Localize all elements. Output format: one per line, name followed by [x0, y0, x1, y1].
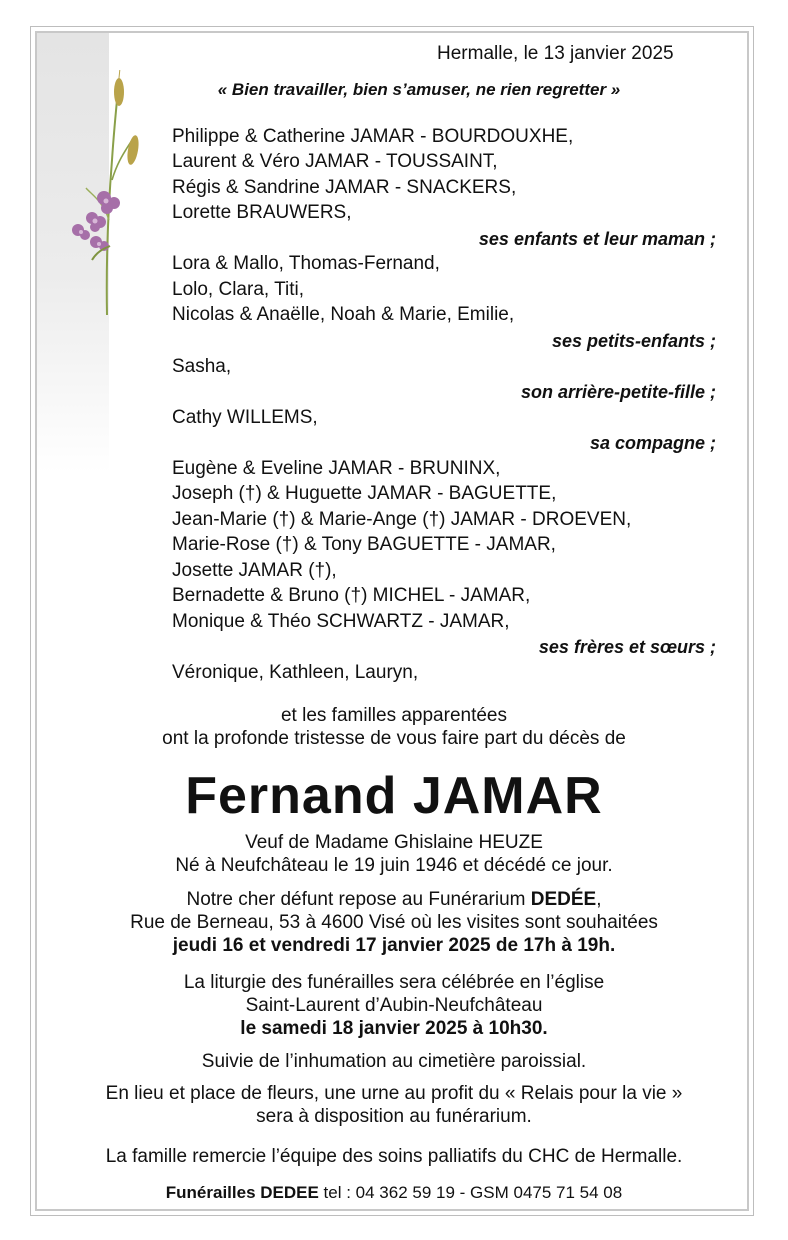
family-member-line: Josette JAMAR (†),	[172, 560, 337, 581]
relation-label: ses frères et sœurs ;	[538, 637, 716, 657]
footer-line	[40, 1181, 748, 1204]
deceased-name	[40, 766, 748, 826]
family-member-line: Nicolas & Anaëlle, Noah & Marie, Emilie,	[172, 304, 515, 325]
family-member-line: Joseph (†) & Huguette JAMAR - BAGUETTE,	[172, 483, 557, 504]
relation-label: sa compagne ;	[589, 433, 716, 453]
announcement	[40, 704, 748, 750]
donation-line: sera à disposition au funérarium.	[256, 1106, 532, 1127]
family-member-line: Régis & Sandrine JAMAR - SNACKERS,	[172, 177, 517, 198]
footer	[40, 1181, 748, 1204]
family-member-line: Lora & Mallo, Thomas-Fernand,	[172, 253, 440, 274]
deceased-name-text: Fernand JAMAR	[185, 767, 603, 825]
announcement-line: ont la profonde tristesse de vous faire part du décès de	[162, 728, 626, 749]
burial-line: Suivie de l’inhumation au cimetière paroissial.	[201, 1051, 587, 1072]
family-member-line: Marie-Rose (†) & Tony BAGUETTE - JAMAR,	[172, 534, 556, 555]
family-member-line: Lolo, Clara, Titi,	[172, 279, 304, 300]
visitation-suffix: ,	[596, 889, 602, 910]
family-member-line: Véronique, Kathleen, Lauryn,	[172, 662, 419, 683]
burial-info	[40, 1050, 748, 1073]
family-member-line: Bernadette & Bruno (†) MICHEL - JAMAR,	[172, 585, 531, 606]
ceremony-line: La liturgie des funérailles sera célébrée en l’église	[183, 972, 605, 993]
family-member-line: Laurent & Véro JAMAR - TOUSSAINT,	[172, 151, 498, 172]
widow-line: Veuf de Madame Ghislaine HEUZE	[245, 832, 543, 853]
funeral-contact: tel : 04 362 59 19 - GSM 0475 71 54 08	[318, 1183, 623, 1202]
ceremony-church: Saint-Laurent d’Aubin-Neufchâteau	[245, 995, 543, 1016]
deceased-details	[40, 831, 748, 877]
family-member-line: Eugène & Eveline JAMAR - BRUNINX,	[172, 458, 501, 479]
family-member-line: Monique & Théo SCHWARTZ - JAMAR,	[172, 611, 510, 632]
ceremony-date: le samedi 18 janvier 2025 à 10h30.	[240, 1018, 548, 1039]
visitation-line	[40, 888, 748, 911]
funeral-company: Funérailles DEDEE	[165, 1183, 319, 1202]
family-member-line: Cathy WILLEMS,	[172, 407, 318, 428]
motto: « Bien travailler, bien s’amuser, ne rien regretter »	[217, 80, 621, 99]
family-member-line: Philippe & Catherine JAMAR - BOURDOUXHE,	[172, 126, 574, 147]
birth-line: Né à Neufchâteau le 19 juin 1946 et décédé ce jour.	[175, 855, 613, 876]
violet-flower-icon	[62, 70, 152, 320]
visitation-prefix: Notre cher défunt repose au Funérarium	[186, 889, 531, 910]
visitation-info	[40, 888, 748, 957]
family-member-line: Jean-Marie (†) & Marie-Ange (†) JAMAR - DROEVEN,	[172, 509, 632, 530]
visitation-dates: jeudi 16 et vendredi 17 janvier 2025 de 17h à 19h.	[172, 935, 616, 956]
relation-label: ses petits-enfants ;	[551, 331, 716, 351]
funeral-home-name: DEDÉE	[530, 889, 597, 910]
date-line: Hermalle, le 13 janvier 2025	[437, 43, 674, 64]
donation-line: En lieu et place de fleurs, une urne au profit du « Relais pour la vie »	[105, 1083, 683, 1104]
thanks-info	[40, 1145, 748, 1168]
ceremony-info	[40, 971, 748, 1040]
announcement-line: et les familles apparentées	[280, 705, 507, 726]
visitation-address: Rue de Berneau, 53 à 4600 Visé où les visites sont souhaitées	[130, 912, 658, 933]
family-member-line: Lorette BRAUWERS,	[172, 202, 352, 223]
donation-info	[40, 1082, 748, 1128]
relation-label: ses enfants et leur maman ;	[478, 229, 716, 249]
family-member-line: Sasha,	[172, 356, 232, 377]
relation-label: son arrière-petite-fille ;	[520, 382, 716, 402]
thanks-line: La famille remercie l’équipe des soins palliatifs du CHC de Hermalle.	[105, 1146, 683, 1167]
